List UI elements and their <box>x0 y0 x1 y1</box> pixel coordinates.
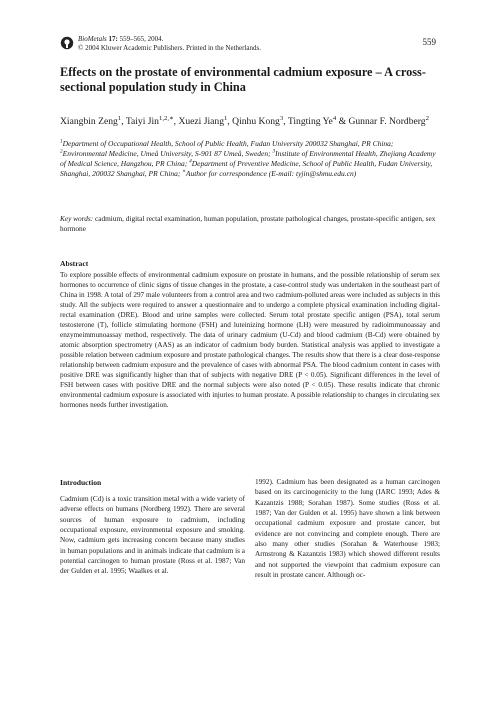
affiliations <box>60 139 440 179</box>
copyright-line: © 2004 Kluwer Academic Publishers. Printed in the Netherlands. <box>78 44 262 52</box>
author-separator: , <box>283 116 288 127</box>
author-name: Gunnar F. Nordberg <box>348 116 426 127</box>
introduction-right-column: 1992). Cadmium has been designated as a human carcinogen based on its carcinogenicity to the lung (IARC 1993; Ades & Kazantzis 1988; Sorahan 1987). Some studies (Ross et al. 1987; Van der Gulden et al. 1995) have shown a link between occupational cadmium exposure and prostate cancer, but evidence are not convincing and complete enough. There are also many other studies (Sorahan & Waterhouse 1983; Armstrong & Kazantzis 1983) which showed different results and not supported the viewpoint that cadmium exposure can result in prostate cancer. Although oc- <box>255 478 440 580</box>
page-number: 559 <box>422 37 436 47</box>
author-name: Xuezi Jiang <box>178 116 224 127</box>
author-separator: & <box>336 116 349 127</box>
author-separator: , <box>173 116 179 127</box>
introduction-heading: Introduction <box>60 478 102 487</box>
article-title: Effects on the prostate of environmental cadmium exposure – A cross-sectional population study in China <box>60 65 426 94</box>
author-name: Tingting Ye <box>287 116 333 127</box>
abstract-text: To explore possible effects of environmental cadmium exposure on prostate in humans, and the possible relationship of serum sex hormones to occurrence of clinic signs of tissue changes in the prostate, a case-control study was undertaken in the southeast part of China in 1998. A total of 297 male volunteers from a control area and two cadmium-polluted areas were included as subjects in this study. All the subjects were required to answer a questionnaire and to undergo a complete physical examination including digital-rectal examination (DRE). Blood and urine samples were collected. Serum total prostate specific antigen (PSA), total serum testosterone (T), follicle stimulating hormone (FSH) and luteinizing hormone (LH) were measured by radioimmunoassay and enzymeimmunoassay method, respectively. The data of urinary cadmium (U-Cd) and blood cadmium (B-Cd) were obtained by atomic absorption spectrometry (AAS) as an indicator of cadmium body burden. Statistical analysis was applied to investigate a possible relation between cadmium exposure and prostate pathological changes. The results show that there is a clear dose-response relationship between cadmium exposure and the prevalence of cases with abnormal PSA. The blood cadmium content in cases with positive DRE was significantly higher than that of subjects with negative DRE (P < 0.05). Significant differences in the level of FSH between cases with positive DRE and the normal subjects were also noted (P < 0.05). These results indicate that chronic environmental cadmium exposure is associated with injuries to human prostate. A possible relationship to changes in circulating sex hormones needs further investigation. <box>60 271 440 409</box>
journal-header <box>78 35 261 53</box>
journal-citation <box>78 35 261 44</box>
affiliation-marker: 1 <box>60 138 63 145</box>
author-affiliation-marker: 2 <box>425 114 429 122</box>
author-affiliation-marker: 1 <box>224 114 228 122</box>
publisher-logo <box>60 36 74 50</box>
affiliation-marker: 3 <box>272 148 276 155</box>
author-separator: , <box>227 116 233 127</box>
affiliation-marker: ∗ <box>182 168 186 175</box>
journal-name: BioMetals <box>78 35 107 43</box>
author-name: Qinhu Kong <box>232 116 280 127</box>
affiliation-text: Institute of Environmental Health, Zhejiang Academy of Medical Science, Hangzhou, PR China; <box>60 149 436 168</box>
keywords-text: cadmium, digital rectal examination, human population, prostate pathological changes, prostate-specific antigen, sex hormone <box>60 214 436 233</box>
affiliation-text: Environmental Medicine, Umeå University, S-901 87 Umeå, Sweden; <box>62 149 273 158</box>
author-affiliation-marker: 4 <box>332 114 337 122</box>
author-affiliation-marker: 1,2,∗ <box>158 114 174 122</box>
affiliation-text: Department of Occupational Health, School of Public Health, Fudan University 200032 Shanghai, PR China; <box>62 139 394 148</box>
abstract-heading: Abstract <box>60 259 89 268</box>
author-separator: , <box>121 116 126 127</box>
keywords <box>60 214 440 234</box>
affiliation-marker: 4 <box>189 158 192 165</box>
author-affiliation-marker: 3 <box>279 114 284 122</box>
author-name: Taiyi Jin <box>125 116 159 127</box>
affiliation-marker: 2 <box>60 148 63 155</box>
affiliation-text: Author for correspondence (E-mail: tyjin@shmu.edu.cn) <box>185 169 357 178</box>
author-list <box>60 116 440 128</box>
journal-pages: 559–565, 2004. <box>119 35 164 43</box>
keywords-label: Key words: <box>60 214 94 223</box>
author-affiliation-marker: 1 <box>117 114 122 122</box>
affiliation-text: Department of Preventive Medicine, School of Public Health, Fudan University, Shanghai, 200032 Shanghai, PR China; <box>60 159 433 178</box>
author-name: Xiangbin Zeng <box>60 116 118 127</box>
journal-volume: 17: <box>108 35 118 43</box>
introduction-left-column: Cadmium (Cd) is a toxic transition metal with a wide variety of adverse effects on humans (Nordberg 1992). There are several sources of human exposure to cadmium, including occupational exposure, environmental exposure and smoking. Now, cadmium gets increasing concern because many studies in human populations and in animals indicate that cadmium is a potential carcinogen to human prostate (Ross et al. 1987; Van der Gulden et al. 1995; Waalkes et al. <box>60 495 245 576</box>
